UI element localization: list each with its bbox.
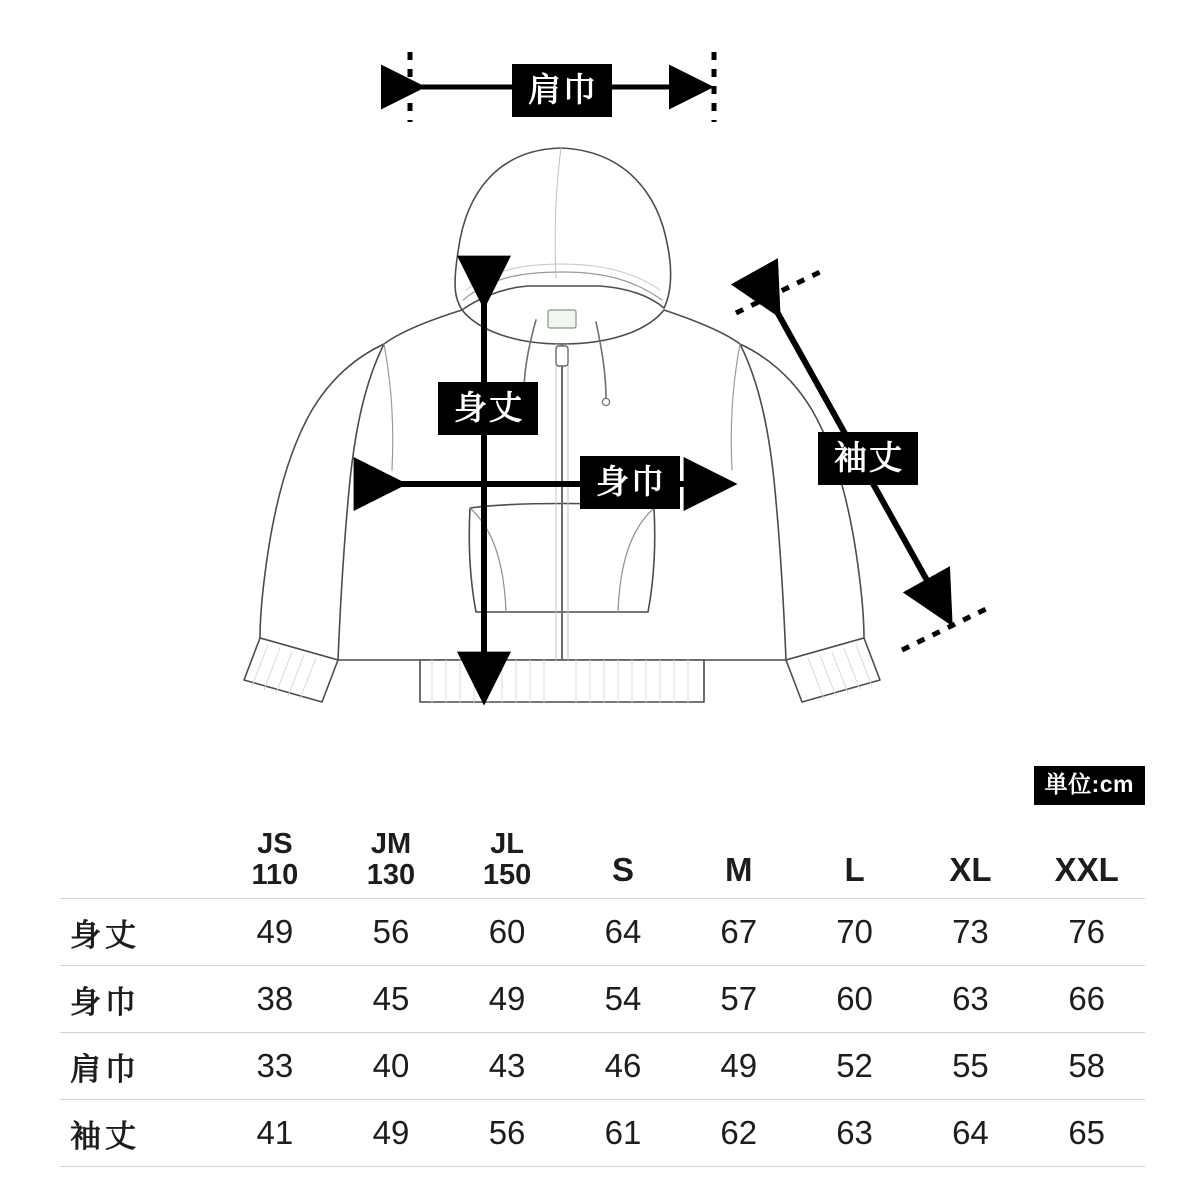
table-row (60, 1100, 1145, 1167)
table-cell: 63 (836, 1114, 873, 1151)
table-cell: 40 (372, 1047, 410, 1084)
table-cell: 63 (952, 980, 989, 1017)
table-cell: 55 (952, 1047, 989, 1084)
table-cell: 70 (836, 913, 873, 950)
table-cell: 54 (604, 980, 642, 1017)
table-cell: 41 (256, 1114, 294, 1151)
column-header-main: JM (370, 828, 412, 861)
row-header: 袖丈 (70, 1118, 140, 1154)
table-cell: 62 (720, 1114, 758, 1151)
table-cell: 66 (1068, 980, 1106, 1017)
row-header: 身丈 (70, 917, 140, 953)
column-header-sub: 150 (482, 858, 532, 891)
table-cell: 56 (372, 913, 410, 950)
column-header-main: JL (490, 828, 524, 861)
table-cell: 58 (1068, 1047, 1106, 1084)
column-header (1028, 812, 1145, 899)
column-header (217, 812, 333, 899)
table-cell: 45 (372, 980, 410, 1017)
table-cell: 49 (256, 913, 294, 950)
table-row (60, 966, 1145, 1033)
table-cell: 33 (256, 1047, 294, 1084)
table-cell: 52 (836, 1047, 873, 1084)
column-header-main: S (611, 851, 634, 889)
size-table (60, 812, 1145, 1167)
column-header (797, 812, 913, 899)
table-row (60, 1033, 1145, 1100)
column-header-main: M (725, 851, 753, 889)
zipper-pull (556, 346, 568, 366)
table-cell: 56 (488, 1114, 526, 1151)
column-header (333, 812, 449, 899)
column-header-sub: 130 (366, 858, 416, 891)
column-header (565, 812, 681, 899)
column-header-main: XXL (1054, 851, 1119, 889)
column-header-main: JS (257, 828, 293, 861)
column-header-sub: 110 (251, 858, 299, 891)
table-row (60, 899, 1145, 966)
table-cell: 38 (256, 980, 294, 1017)
unit-badge: 単位:cm (1034, 766, 1145, 805)
table-header-row (60, 812, 1145, 899)
waistband (420, 660, 704, 702)
table-cell: 43 (488, 1047, 526, 1084)
column-header-main: L (844, 851, 865, 889)
label-sleeve-length: 袖丈 (818, 432, 918, 485)
table-cell: 64 (604, 913, 642, 950)
neck-label (548, 310, 576, 328)
table-cell: 57 (720, 980, 758, 1017)
table-cell: 67 (720, 913, 758, 950)
column-header (449, 812, 565, 899)
column-header (681, 812, 797, 899)
table-cell: 60 (488, 913, 526, 950)
label-shoulder-width: 肩巾 (512, 64, 612, 117)
table-cell: 49 (372, 1114, 410, 1151)
label-body-length: 身丈 (438, 382, 538, 435)
table-cell: 64 (952, 1114, 989, 1151)
table-cell: 61 (604, 1114, 642, 1151)
row-header: 身巾 (70, 984, 140, 1020)
table-cell: 46 (604, 1047, 642, 1084)
table-cell: 65 (1068, 1114, 1106, 1151)
label-body-width: 身巾 (580, 456, 680, 509)
table-cell: 60 (836, 980, 873, 1017)
table-cell: 76 (1068, 913, 1106, 950)
corner-cell (60, 812, 217, 899)
column-header (912, 812, 1028, 899)
table-cell: 49 (488, 980, 526, 1017)
column-header-main: XL (949, 851, 992, 889)
table-cell: 73 (952, 913, 989, 950)
row-header: 肩巾 (70, 1051, 140, 1087)
table-cell: 49 (720, 1047, 758, 1084)
